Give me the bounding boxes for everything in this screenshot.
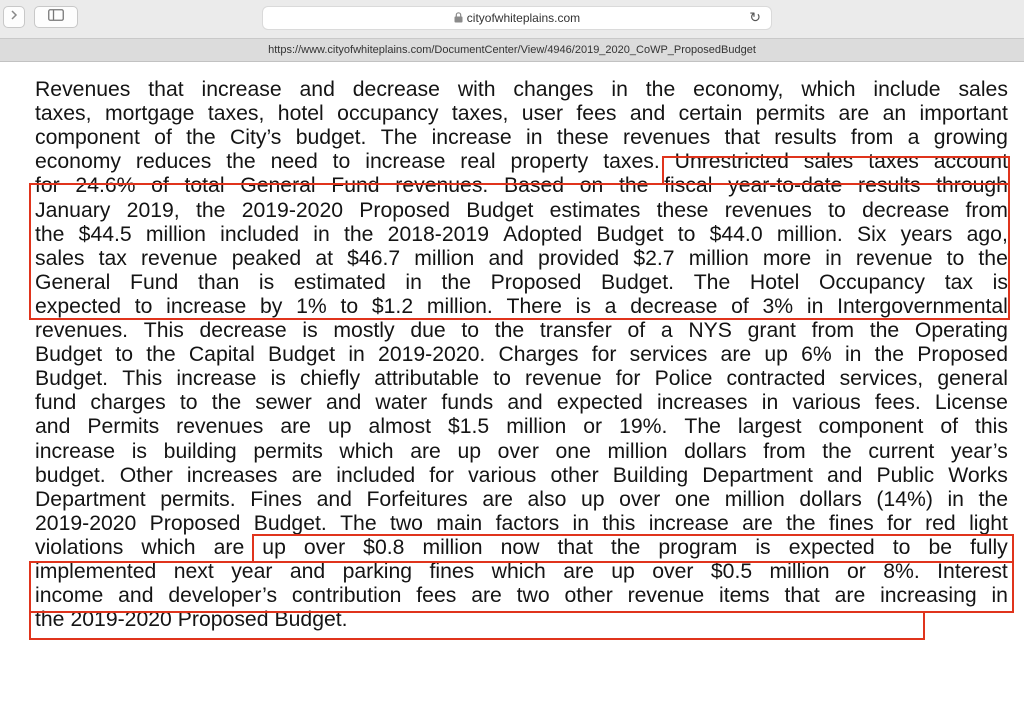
text-line: Revenues that increase and decrease with changes in the economy, which include sales	[35, 78, 1008, 101]
url-text: https://www.cityofwhiteplains.com/DocumentCenter/View/4946/2019_2020_CoWP_ProposedBudget	[268, 44, 756, 56]
full-url-bar	[0, 38, 1024, 62]
chevron-right-icon	[9, 8, 19, 26]
sidebar-toggle-button[interactable]	[34, 6, 78, 28]
highlight-box-sales-tax	[29, 183, 1010, 320]
browser-toolbar	[0, 0, 1024, 38]
text-line: Department permits. Fines and Forfeitures are also up over one million dollars (14%) in the	[35, 487, 1008, 511]
text-line: increase is building permits which are up over one million dollars from the current year’s	[35, 439, 1008, 463]
text-line: 2019-2020 Proposed Budget. The two main factors in this increase are the fines for red light	[35, 511, 1008, 535]
highlight-box-fines	[29, 561, 1014, 613]
highlight-box-fines-end	[29, 611, 925, 640]
text-line: income and developer’s contribution fees are two other revenue items that are increasing in	[35, 584, 1008, 608]
text-line: for 24.6% of total General Fund revenues. Based on the fiscal year-to-date results through	[35, 174, 1008, 198]
text-line: implemented next year and parking fines which are up over $0.5 million or 8%. Interest	[35, 560, 1008, 583]
text-line: revenues. This decrease is mostly due to the transfer of a NYS grant from the Operating	[35, 319, 1008, 342]
text-line: the $44.5 million included in the 2018-2019 Adopted Budget to $44.0 million. Six years ago,	[35, 222, 1008, 246]
back-button[interactable]	[3, 6, 25, 28]
document-page	[0, 62, 1024, 702]
text-line: economy reduces the need to increase real property taxes. Unrestricted sales taxes account	[35, 150, 1008, 174]
text-line: Budget. This increase is chiefly attributable to revenue for Police contracted services, general	[35, 367, 1008, 391]
text-line: taxes, mortgage taxes, hotel occupancy taxes, user fees and certain permits are an important	[35, 102, 1008, 126]
highlight-box-sales-tax-start	[662, 156, 1010, 185]
text-line: fund charges to the sewer and water funds and expected increases in various fees. License	[35, 391, 1008, 415]
text-line: sales tax revenue peaked at $46.7 million and provided $2.7 million more in revenue to the	[35, 246, 1008, 270]
text-line: budget. Other increases are included for various other Building Department and Public Works	[35, 463, 1008, 487]
address-bar[interactable]	[262, 6, 772, 30]
text-line: General Fund than is estimated in the Proposed Budget. The Hotel Occupancy tax is	[35, 270, 1008, 294]
text-line: expected to increase by 1% to $1.2 million. There is a decrease of 3% in Intergovernmental	[35, 294, 1008, 318]
text-line: violations which are up over $0.8 million now that the program is expected to be fully	[35, 535, 1008, 559]
lock-icon	[454, 12, 463, 26]
sidebar-icon	[48, 8, 64, 26]
highlight-box-fines-start	[252, 534, 1014, 563]
domain-label: cityofwhiteplains.com	[466, 11, 581, 25]
text-line: the 2019-2020 Proposed Budget.	[35, 608, 348, 632]
text-line: January 2019, the 2019-2020 Proposed Budget estimates these revenues to decrease from	[35, 198, 1008, 222]
text-line: and Permits revenues are up almost $1.5 million or 19%. The largest component of this	[35, 415, 1008, 439]
text-line: Budget to the Capital Budget in 2019-2020. Charges for services are up 6% in the Proposed	[35, 343, 1008, 367]
reload-icon[interactable]: ↻	[749, 9, 761, 25]
text-line: component of the City’s budget. The increase in these revenues that results from a growing	[35, 126, 1008, 150]
